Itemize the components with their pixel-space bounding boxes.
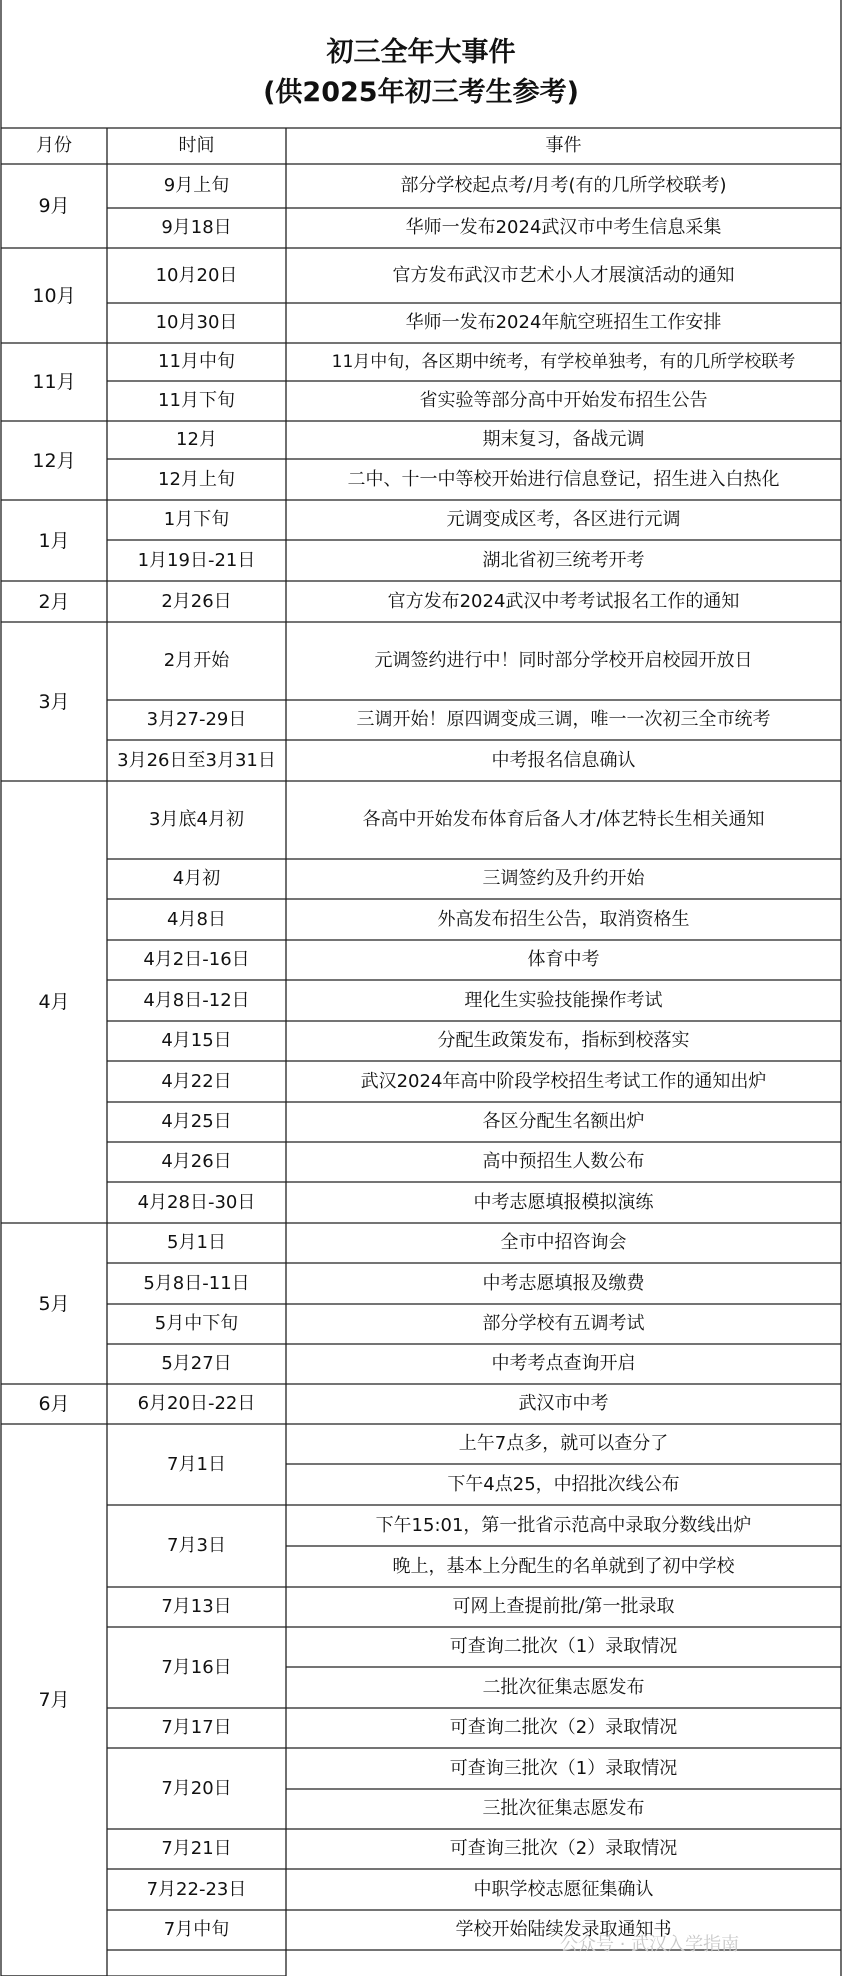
header-time: 时间: [178, 135, 215, 156]
event-cell: 部分学校起点考/月考(有的几所学校联考): [400, 175, 727, 196]
time-cell: 5月中下旬: [154, 1313, 239, 1334]
month-cell: 5月: [38, 1292, 70, 1315]
month-cell: 7月: [38, 1689, 70, 1711]
event-cell: 可查询二批次（1）录取情况: [449, 1636, 678, 1657]
event-cell: 各区分配生名额出炉: [482, 1111, 645, 1132]
month-cell: 3月: [38, 690, 70, 713]
event-cell: 期末复习，备战元调: [482, 429, 645, 450]
event-cell: 上午7点多，就可以查分了: [458, 1433, 669, 1454]
event-cell: 武汉2024年高中阶段学校招生考试工作的通知出炉: [360, 1070, 767, 1092]
event-cell: 华师一发布2024年航空班招生工作安排: [405, 312, 722, 333]
time-cell: 11月中旬: [158, 351, 235, 372]
event-cell: 武汉市中考: [518, 1393, 609, 1414]
time-cell: 10月20日: [155, 264, 238, 286]
time-cell: 4月28日-30日: [137, 1191, 256, 1213]
event-cell: 可查询三批次（1）录取情况: [449, 1757, 678, 1779]
time-cell: 4月2日-16日: [143, 949, 250, 970]
event-cell: 可查询三批次（2）录取情况: [449, 1838, 678, 1859]
event-cell: 三调签约及升约开始: [482, 868, 645, 889]
event-cell: 下午4点25，中招批次线公布: [447, 1473, 680, 1495]
time-cell: 2月开始: [163, 650, 230, 671]
event-cell: 官方发布2024武汉中考考试报名工作的通知: [387, 590, 740, 612]
page-title: 初三全年大事件: [326, 37, 516, 68]
event-cell: 二批次征集志愿发布: [482, 1676, 645, 1698]
header-month: 月份: [36, 135, 72, 156]
event-cell: 中考报名信息确认: [491, 749, 636, 771]
time-cell: 1月19日-21日: [137, 549, 256, 571]
month-cell: 12月: [32, 449, 76, 472]
time-cell: 3月27-29日: [146, 709, 247, 730]
event-cell: 三批次征集志愿发布: [482, 1798, 645, 1819]
time-cell: 4月8日: [167, 908, 226, 930]
event-cell: 二中、十一中等校开始进行信息登记，招生进入白热化: [347, 468, 780, 490]
time-cell: 9月上旬: [163, 175, 230, 196]
time-cell: 7月中旬: [163, 1919, 230, 1940]
time-cell: 6月20日-22日: [137, 1393, 256, 1414]
time-cell: 7月3日: [167, 1535, 226, 1556]
time-cell: 5月1日: [167, 1232, 226, 1253]
time-cell: 11月下旬: [158, 390, 235, 411]
event-cell: 体育中考: [527, 949, 600, 970]
header-event: 事件: [545, 135, 582, 156]
event-cell: 理化生实验技能操作考试: [464, 989, 663, 1011]
time-cell: 9月18日: [161, 217, 232, 238]
time-cell: 7月21日: [161, 1838, 232, 1859]
month-cell: 11月: [32, 371, 76, 393]
event-cell: 湖北省初三统考开考: [482, 549, 645, 571]
event-cell: 华师一发布2024武汉市中考生信息采集: [405, 217, 722, 238]
time-cell: 5月27日: [161, 1353, 232, 1374]
event-cell: 11月中旬，各区期中统考，有学校单独考，有的几所学校联考: [331, 352, 796, 372]
time-cell: 12月: [176, 429, 217, 450]
month-cell: 10月: [32, 284, 76, 307]
time-cell: 7月17日: [161, 1717, 232, 1738]
month-cell: 1月: [38, 529, 70, 552]
event-cell: 元调变成区考，各区进行元调: [446, 509, 681, 530]
event-cell: 中考志愿填报模拟演练: [473, 1191, 654, 1213]
event-cell: 外高发布招生公告，取消资格生: [437, 908, 690, 930]
month-cell: 6月: [38, 1393, 70, 1415]
month-cell: 4月: [38, 991, 70, 1013]
event-cell: 中职学校志愿征集确认: [473, 1878, 654, 1900]
event-cell: 三调开始！原四调变成三调，唯一一次初三全市统考: [356, 709, 771, 730]
time-cell: 5月8日-11日: [143, 1272, 250, 1294]
event-cell: 可网上查提前批/第一批录取: [452, 1596, 675, 1617]
time-cell: 7月22-23日: [146, 1878, 247, 1900]
event-cell: 分配生政策发布，指标到校落实: [437, 1030, 690, 1051]
time-cell: 7月13日: [161, 1596, 232, 1617]
time-cell: 4月26日: [161, 1151, 232, 1172]
time-cell: 4月8日-12日: [143, 989, 250, 1011]
time-cell: 4月15日: [161, 1030, 232, 1051]
page-subtitle: (供2025年初三考生参考): [263, 77, 579, 108]
event-cell: 官方发布武汉市艺术小人才展演活动的通知: [392, 264, 735, 286]
event-cell: 学校开始陆续发录取通知书: [455, 1919, 672, 1940]
event-cell: 元调签约进行中！同时部分学校开启校园开放日: [374, 650, 753, 671]
time-cell: 3月26日至3月31日: [117, 749, 276, 771]
time-cell: 2月26日: [161, 590, 232, 612]
time-cell: 4月25日: [161, 1111, 232, 1132]
event-cell: 中考志愿填报及缴费: [482, 1272, 645, 1294]
event-cell: 各高中开始发布体育后备人才/体艺特长生相关通知: [362, 809, 765, 830]
watermark: 公众号 · 武汉入学指南: [560, 1934, 740, 1955]
event-cell: 中考考点查询开启: [491, 1353, 636, 1374]
time-cell: 7月1日: [167, 1453, 226, 1475]
event-cell: 高中预招生人数公布: [482, 1151, 645, 1172]
time-cell: 7月20日: [161, 1777, 232, 1799]
time-cell: 10月30日: [155, 312, 238, 333]
time-cell: 12月上旬: [158, 468, 235, 490]
event-cell: 省实验等部分高中开始发布招生公告: [419, 390, 708, 411]
time-cell: 3月底4月初: [149, 809, 244, 830]
event-cell: 下午15:01，第一批省示范高中录取分数线出炉: [375, 1514, 752, 1536]
time-cell: 7月16日: [161, 1656, 232, 1678]
month-cell: 2月: [38, 590, 70, 613]
event-cell: 部分学校有五调考试: [482, 1313, 645, 1334]
event-cell: 晚上，基本上分配生的名单就到了初中学校: [392, 1555, 735, 1577]
event-cell: 可查询二批次（2）录取情况: [449, 1717, 678, 1738]
month-cell: 9月: [38, 195, 70, 217]
time-cell: 1月下旬: [163, 509, 230, 530]
time-cell: 4月22日: [161, 1070, 232, 1092]
event-cell: 全市中招咨询会: [500, 1232, 627, 1253]
time-cell: 4月初: [172, 868, 221, 889]
